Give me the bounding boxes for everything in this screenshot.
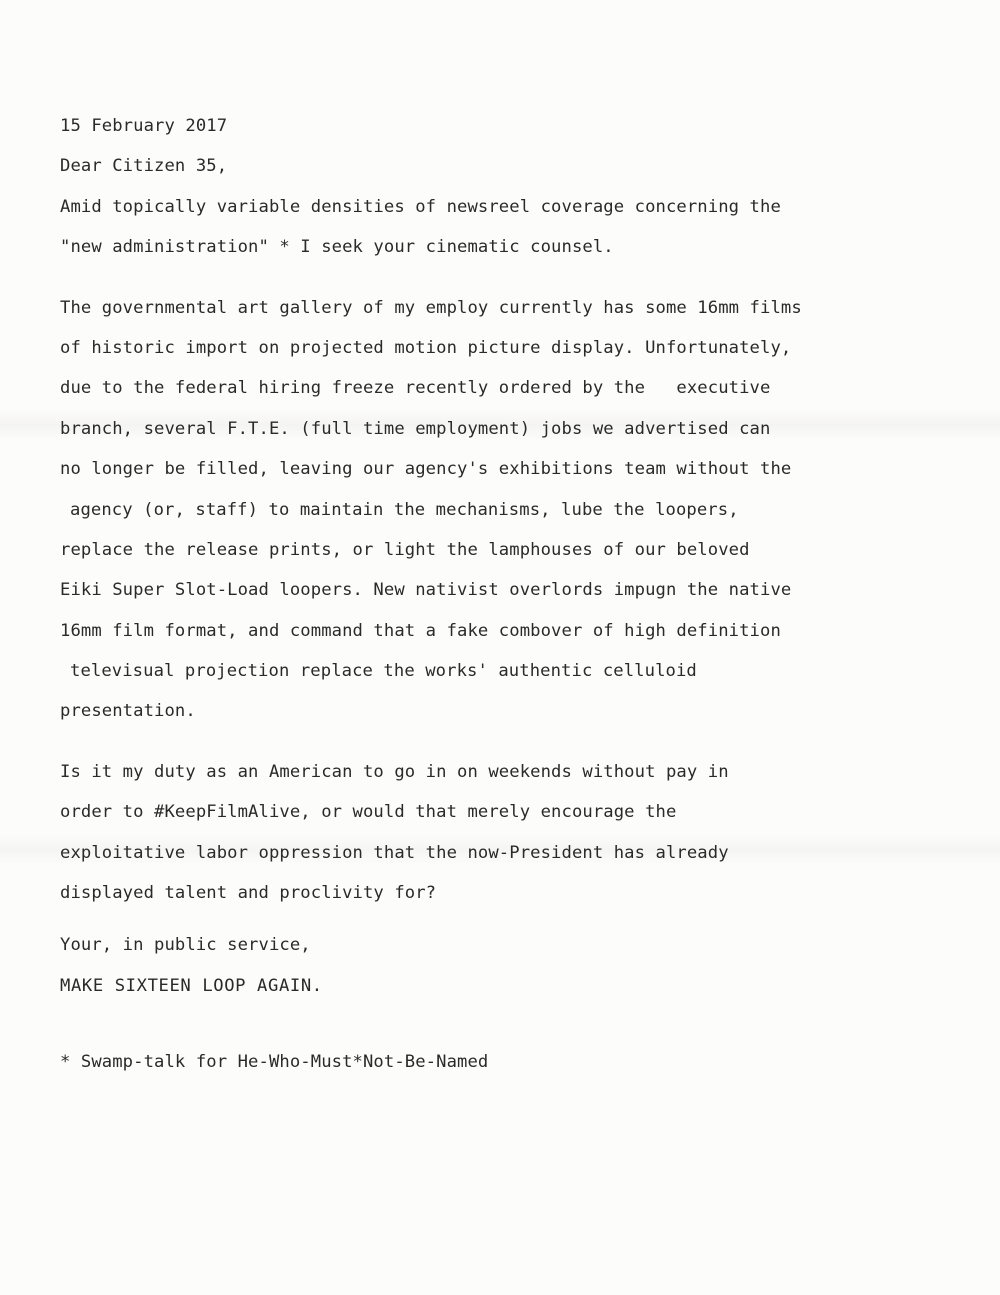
paragraph-2-line: 16mm film format, and command that a fake combover of high definition	[60, 620, 781, 641]
paragraph-2-line: branch, several F.T.E. (full time employment) jobs we advertised can	[60, 418, 771, 439]
paragraph-2-line: agency (or, staff) to maintain the mechanisms, lube the loopers,	[70, 499, 739, 520]
letter-signature: MAKE SIXTEEN LOOP AGAIN.	[60, 975, 323, 996]
paragraph-3	[60, 752, 960, 914]
paragraph-2-line: Eiki Super Slot-Load loopers. New nativist overlords impugn the native	[60, 580, 792, 601]
paragraph-2-line: no longer be filled, leaving our agency's exhibitions team without the	[60, 459, 792, 480]
letter-closing: Your, in public service,	[60, 935, 311, 956]
letter-salutation: Dear Citizen 35,	[60, 156, 228, 177]
typewritten-letter	[60, 106, 960, 1083]
paragraph-2-line: televisual projection replace the works' authentic celluloid	[70, 661, 697, 682]
paragraph-3-line: exploitative labor oppression that the now-President has already	[60, 842, 729, 863]
letter-footnote: * Swamp-talk for He-Who-Must*Not-Be-Named	[60, 1052, 489, 1073]
paragraph-2-line: of historic import on projected motion picture display. Unfortunately,	[60, 337, 792, 358]
paragraph-3-line: Is it my duty as an American to go in on weekends without pay in	[60, 761, 729, 782]
paragraph-3-line: displayed talent and proclivity for?	[60, 883, 437, 904]
paragraph-1	[60, 187, 960, 268]
paragraph-2-line: due to the federal hiring freeze recently ordered by the executive	[60, 378, 771, 399]
paragraph-1-line: "new administration" * I seek your cinematic counsel.	[60, 237, 614, 258]
paragraph-3-line: order to #KeepFilmAlive, or would that merely encourage the	[60, 802, 677, 823]
paragraph-2-line: replace the release prints, or light the lamphouses of our beloved	[60, 539, 750, 560]
letter-date: 15 February 2017	[60, 116, 228, 136]
paragraph-2-line: presentation.	[60, 701, 196, 722]
paragraph-1-line: Amid topically variable densities of newsreel coverage concerning the	[60, 196, 781, 217]
paragraph-2	[60, 288, 960, 732]
paragraph-2-line: The governmental art gallery of my employ currently has some 16mm films	[60, 297, 802, 318]
